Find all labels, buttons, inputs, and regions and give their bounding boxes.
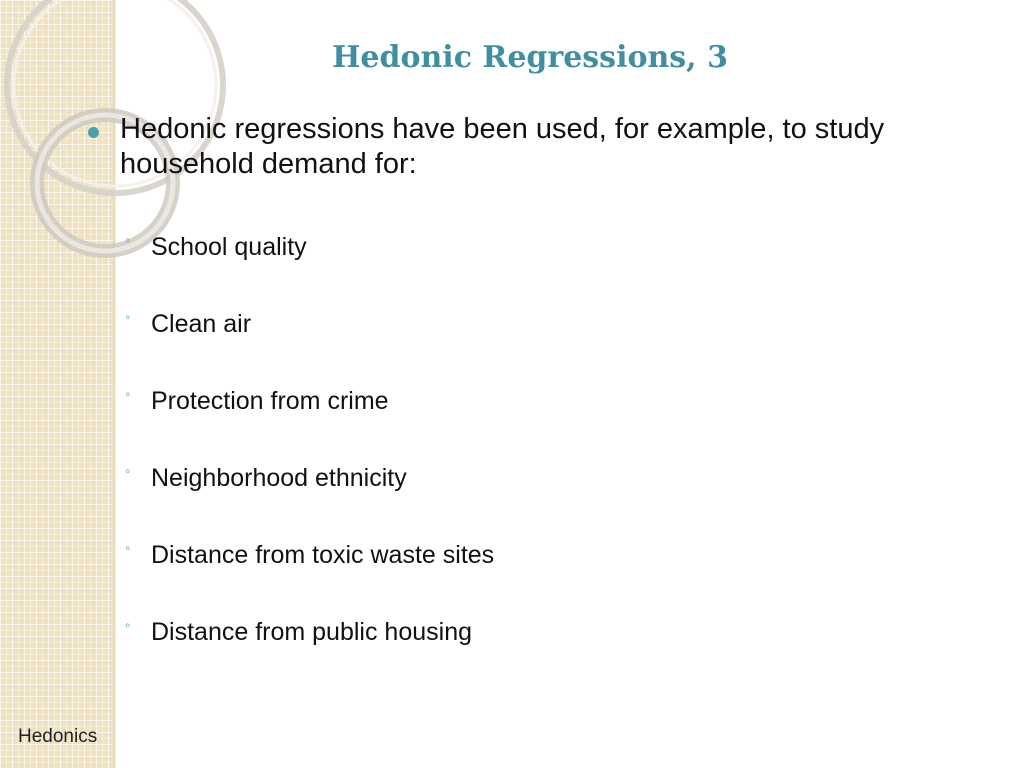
sub-bullet-text: Clean air: [151, 310, 252, 338]
list-item: [125, 461, 825, 538]
sub-bullet-text: Distance from public housing: [151, 618, 472, 646]
hollow-bullet-icon: ◦: [125, 386, 131, 403]
sub-bullet-text: Distance from toxic waste sites: [151, 541, 495, 569]
hollow-bullet-icon: ◦: [125, 463, 131, 480]
slide-title: Hedonic Regressions, 3: [332, 40, 728, 75]
hollow-bullet-icon: ◦: [125, 540, 131, 557]
hollow-bullet-icon: ◦: [125, 309, 131, 326]
list-item: [125, 538, 825, 615]
list-item: [125, 230, 825, 307]
bullet-dot-icon: [88, 127, 99, 138]
hollow-bullet-icon: ◦: [125, 617, 131, 634]
sub-bullet-text: School quality: [151, 233, 307, 261]
sub-bullet-text: Protection from crime: [151, 387, 389, 415]
footer-label: Hedonics: [18, 726, 98, 747]
list-item: [125, 615, 825, 692]
sub-bullet-list: [125, 230, 825, 692]
hollow-bullet-icon: ◦: [125, 232, 131, 249]
main-bullet-text: Hedonic regressions have been used, for example, to study household demand for:: [120, 113, 885, 180]
list-item: [125, 307, 825, 384]
list-item: [125, 384, 825, 461]
sub-bullet-text: Neighborhood ethnicity: [151, 464, 407, 492]
